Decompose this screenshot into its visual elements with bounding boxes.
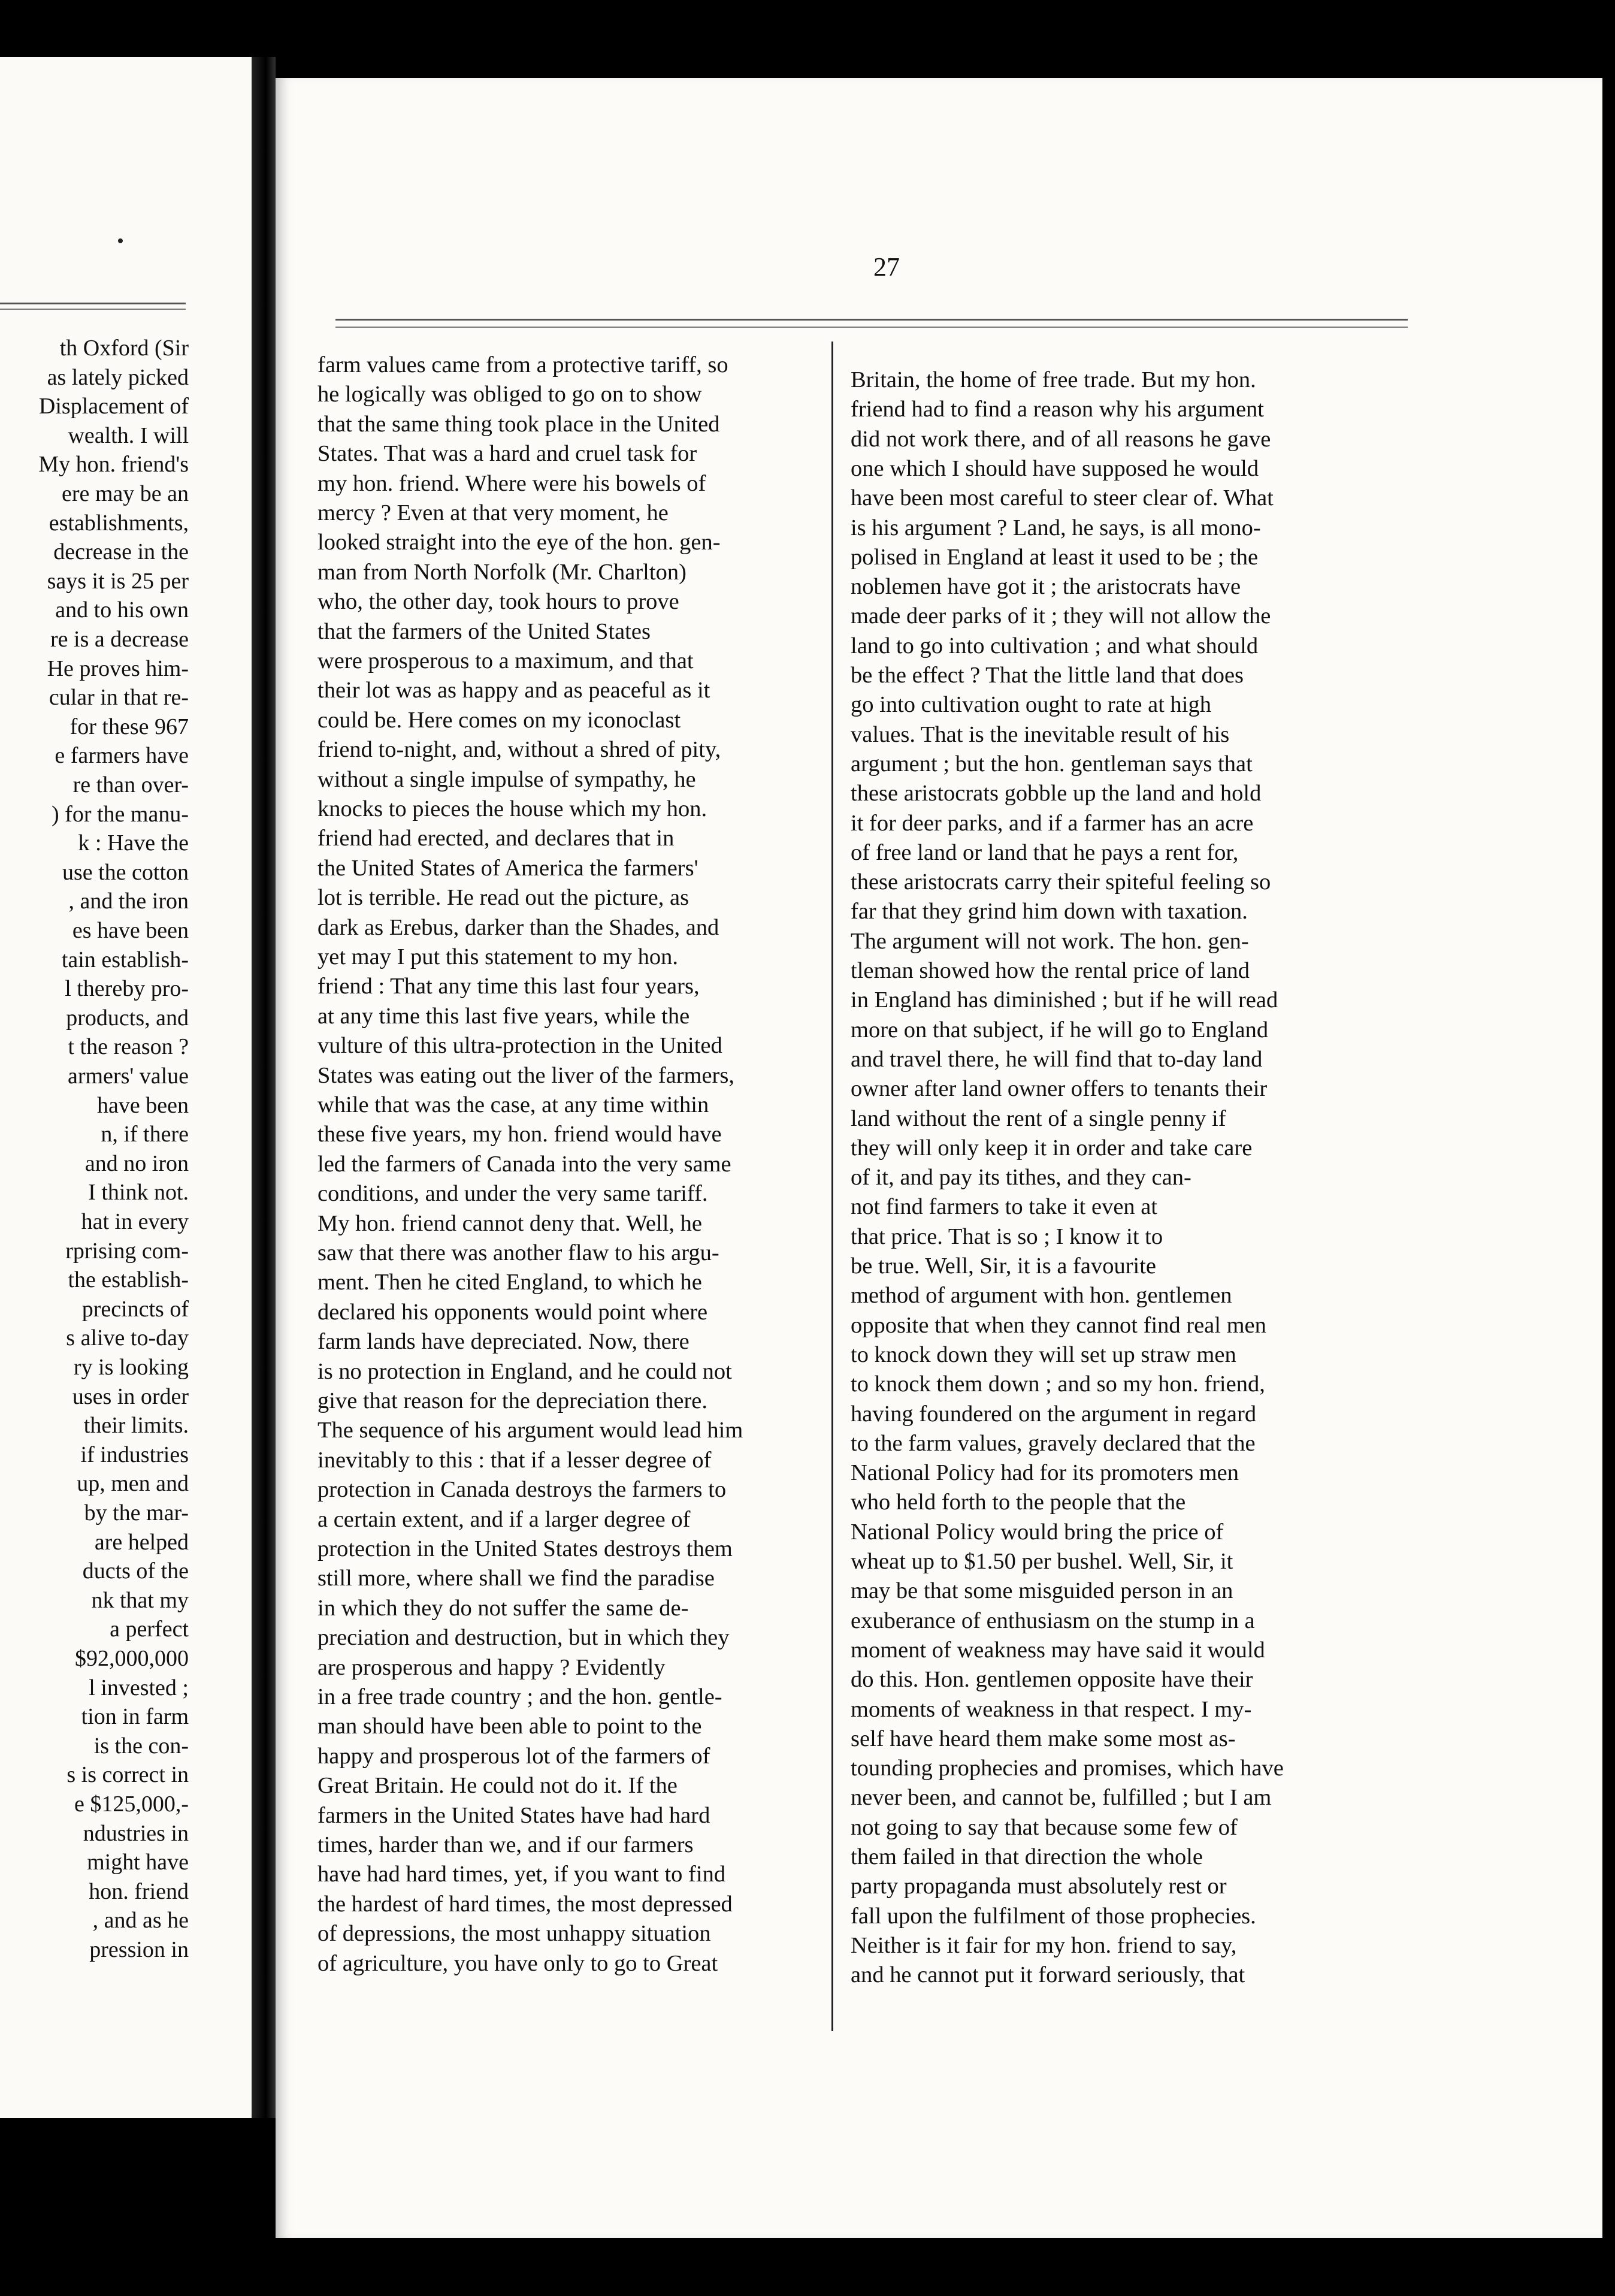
text-line: be the effect ? That the little land that does [851,663,1244,688]
text-line: ere may be an [61,481,189,506]
page-number: 27 [873,252,900,282]
text-line: cular in that re- [49,685,189,711]
text-line: may be that some misguided person in an [851,1578,1233,1604]
text-line: the United States of America the farmers' [317,855,698,881]
text-line: their lot was as happy and as peaceful as it [317,678,710,703]
text-line: Great Britain. He could not do it. If the [317,1773,678,1799]
text-line: The argument will not work. The hon. gen- [851,928,1249,954]
text-line: my hon. friend. Where were his bowels of [317,470,706,496]
text-line: by the mar- [84,1500,189,1525]
text-line: were prosperous to a maximum, and that [317,648,694,673]
text-line: it for deer parks, and if a farmer has an acre [851,810,1254,836]
text-line: land to go into cultivation ; and what should [851,633,1259,658]
text-line: have had hard times, yet, if you want to find [317,1862,726,1887]
text-line: ) for the manu- [52,801,189,827]
text-line: farm lands have depreciated. Now, there [317,1329,689,1355]
text-line: knocks to pieces the house which my hon. [317,796,707,821]
text-line: re is a decrease [50,627,189,652]
text-line: The sequence of his argument would lead him [317,1418,743,1443]
text-line: e $125,000,- [74,1792,189,1817]
text-line: ndustries in [83,1820,189,1846]
text-line: method of argument with hon. gentlemen [851,1283,1232,1309]
text-line: exuberance of enthusiasm on the stump in a [851,1608,1255,1633]
text-line: not going to say that because some few of [851,1814,1238,1840]
text-line: of free land or land that he pays a rent for, [851,839,1239,865]
text-line: led the farmers of Canada into the very same [317,1151,731,1177]
text-line: products, and [66,1005,189,1031]
text-line: who held forth to the people that the [851,1490,1186,1515]
text-line: and travel there, he will find that to-day land [851,1046,1263,1072]
text-line: man should have been able to point to the [317,1714,702,1739]
text-line: are helped [94,1529,189,1555]
text-line: lot is terrible. He read out the picture, as [317,885,689,911]
text-line: these aristocrats carry their spiteful feeling so [851,869,1271,895]
column-rule [831,342,833,2031]
text-line: preciation and destruction, but in which they [317,1625,730,1651]
text-line: while that was the case, at any time within [317,1092,709,1117]
text-line: noblemen have got it ; the aristocrats have [851,574,1241,600]
text-line: are prosperous and happy ? Evidently [317,1654,666,1680]
text-line: in England has diminished ; but if he will read [851,987,1278,1013]
text-line: precincts of [81,1296,189,1322]
text-line: that price. That is so ; I know it to [851,1223,1163,1249]
text-line: States was eating out the liver of the farmers, [317,1062,734,1088]
text-line: es have been [72,918,189,943]
text-line: ducts of the [82,1558,189,1584]
text-line: uses in order [72,1383,189,1409]
text-line: one which I should have supposed he would [851,455,1259,481]
text-line: go into cultivation ought to rate at high [851,692,1211,718]
text-line: mercy ? Even at that very moment, he [317,500,669,525]
text-line: without a single impulse of sympathy, he [317,766,696,792]
text-line: Displacement of [38,394,189,419]
text-line: th Oxford (Sir [59,336,189,361]
text-line: they will only keep it in order and take care [851,1135,1253,1161]
text-line: he logically was obliged to go on to show [317,382,702,407]
text-line: National Policy had for its promoters men [851,1460,1239,1486]
text-line: might have [87,1850,189,1875]
text-line: moment of weakness may have said it would [851,1637,1265,1663]
text-line: ry is looking [73,1355,189,1380]
text-line: polised in England at least it used to be ; the [851,544,1259,570]
text-line: a certain extent, and if a larger degree of [317,1506,691,1532]
text-line: friend had erected, and declares that in [317,826,675,851]
text-line: that the same thing took place in the United [317,411,720,437]
text-line: pression in [89,1937,189,1962]
text-line: farm values came from a protective tariff, so [317,352,728,377]
text-line: Britain, the home of free trade. But my hon. [851,367,1256,392]
text-line: give that reason for the depreciation there. [317,1388,708,1413]
text-line: these aristocrats gobble up the land and hold [851,781,1262,806]
text-line: up, men and [77,1471,189,1497]
text-line: protection in the United States destroys them [317,1536,733,1561]
text-line: decrease in the [53,539,189,565]
text-line: armers' value [67,1064,189,1089]
text-line: did not work there, and of all reasons he gave [851,426,1271,452]
text-line: of depressions, the most unhappy situation [317,1921,711,1947]
text-line: tain establish- [61,947,189,972]
text-line: and he cannot put it forward seriously, that [851,1962,1245,1988]
text-line: Neither is it fair for my hon. friend to say, [851,1932,1237,1958]
text-line: to the farm values, gravely declared that the [851,1430,1256,1456]
text-line: argument ; but the hon. gentleman says that [851,751,1253,777]
text-line: rprising com- [65,1238,189,1264]
text-line: a perfect [110,1617,189,1642]
text-line: far that they grind him down with taxation. [851,899,1248,925]
text-line: yet may I put this statement to my hon. [317,944,679,969]
text-line: opposite that when they cannot find real men [851,1312,1266,1338]
text-line: establishments, [49,510,189,536]
text-line: party propaganda must absolutely rest or [851,1874,1227,1899]
text-line: States. That was a hard and cruel task for [317,441,697,467]
text-line: who, the other day, took hours to prove [317,589,679,615]
text-line: of agriculture, you have only to go to Great [317,1950,718,1976]
text-line: these five years, my hon. friend would have [317,1122,722,1147]
text-line: man from North Norfolk (Mr. Charlton) [317,559,686,585]
text-line: e farmers have [55,743,189,769]
text-line: made deer parks of it ; they will not allow the [851,603,1271,629]
text-line: the hardest of hard times, the most depressed [317,1891,733,1917]
text-line: I think not. [88,1180,189,1206]
text-line: hat in every [81,1209,189,1234]
text-line: tleman showed how the rental price of land [851,958,1250,983]
text-line: looked straight into the eye of the hon. gen- [317,530,721,555]
text-line: moments of weakness in that respect. I my- [851,1696,1252,1722]
text-line: to knock them down ; and so my hon. friend, [851,1371,1265,1397]
left-header-rule [0,303,186,304]
text-line: if industries [80,1442,189,1467]
text-line: happy and prosperous lot of the farmers of [317,1743,710,1769]
text-line: not find farmers to take it even at [851,1194,1158,1220]
text-line: that the farmers of the United States [317,618,651,644]
text-line: in a free trade country ; and the hon. gentle- [317,1684,722,1709]
text-line: tounding prophecies and promises, which have [851,1756,1284,1781]
text-line: hon. friend [89,1878,189,1904]
text-line: never been, and cannot be, fulfilled ; but I am [851,1785,1272,1811]
text-line: them failed in that direction the whole [851,1844,1203,1869]
text-line: saw that there was another flaw to his argu- [317,1240,719,1265]
text-line: inevitably to this : that if a lesser degree of [317,1447,712,1473]
text-line: My hon. friend cannot deny that. Well, he [317,1210,702,1236]
text-line: National Policy would bring the price of [851,1519,1224,1545]
text-line: s is correct in [66,1762,189,1788]
text-line: for these 967 [69,714,189,739]
text-line: is the con- [93,1733,189,1759]
text-line: declared his opponents would point where [317,1299,708,1325]
text-line: dark as Erebus, darker than the Shades, and [317,914,719,940]
text-line: ment. Then he cited England, to which he [317,1270,702,1295]
text-line: friend : That any time this last four years, [317,974,700,999]
ink-dot [118,238,123,243]
text-line: He proves him- [47,655,189,681]
text-line: n, if there [101,1122,189,1147]
text-line: of it, and pay its tithes, and they can- [851,1165,1191,1191]
text-line: the establish- [68,1267,189,1293]
text-line: use the cotton [62,859,189,885]
header-rule-2 [335,327,1408,328]
text-line: friend had to find a reason why his argument [851,397,1264,422]
text-line: their limits. [83,1413,189,1439]
text-line: more on that subject, if he will go to England [851,1017,1269,1043]
text-line: protection in Canada destroys the farmers to [317,1477,727,1503]
text-line: is no protection in England, and he could not [317,1358,732,1384]
text-line: wheat up to $1.50 per bushel. Well, Sir, it [851,1549,1233,1574]
text-line: as lately picked [47,364,189,390]
header-rule [335,319,1408,321]
text-line: nk that my [91,1587,189,1613]
text-line: vulture of this ultra-protection in the United [317,1033,722,1059]
text-line: have been [97,1092,189,1118]
text-line: do this. Hon. gentlemen opposite have their [851,1667,1253,1693]
left-page-fragment [0,57,252,2118]
text-line: friend to-night, and, without a shred of pity, [317,737,721,763]
text-line: t the reason ? [68,1034,189,1060]
text-line: to knock down they will set up straw men [851,1342,1236,1367]
text-line: re than over- [72,772,189,797]
text-line: l invested ; [89,1675,189,1700]
text-line: $92,000,000 [75,1646,189,1671]
text-line: , and as he [92,1908,189,1934]
text-line: could be. Here comes on my iconoclast [317,707,681,733]
text-line: land without the rent of a single penny if [851,1105,1226,1131]
text-line: values. That is the inevitable result of his [851,721,1230,747]
text-line: at any time this last five years, while the [317,1003,690,1029]
text-line: conditions, and under the very same tariff. [317,1181,708,1207]
text-line: and to his own [55,597,189,623]
text-line: is his argument ? Land, he says, is all mono- [851,515,1261,540]
text-line: My hon. friend's [38,452,189,478]
book-gutter [252,57,276,2118]
text-line: says it is 25 per [47,568,189,594]
text-line: tion in farm [81,1704,189,1730]
text-line: have been most careful to steer clear of. What [851,485,1274,511]
text-line: k : Have the [78,830,189,856]
text-line: wealth. I will [68,422,189,448]
text-line: s alive to-day [66,1325,189,1351]
text-line: times, harder than we, and if our farmers [317,1832,694,1857]
text-line: fall upon the fulfilment of those prophecies. [851,1903,1256,1929]
text-line: , and the iron [68,889,189,914]
left-header-rule-2 [0,309,186,310]
text-line: farmers in the United States have had hard [317,1802,710,1828]
text-line: and no iron [84,1150,189,1176]
text-line: l thereby pro- [65,976,189,1002]
text-line: owner after land owner offers to tenants their [851,1076,1268,1102]
text-line: still more, where shall we find the paradise [317,1566,715,1591]
text-line: having foundered on the argument in regard [851,1401,1257,1427]
text-line: be true. Well, Sir, it is a favourite [851,1253,1156,1279]
text-line: in which they do not suffer the same de- [317,1595,689,1621]
text-line: self have heard them make some most as- [851,1726,1236,1751]
